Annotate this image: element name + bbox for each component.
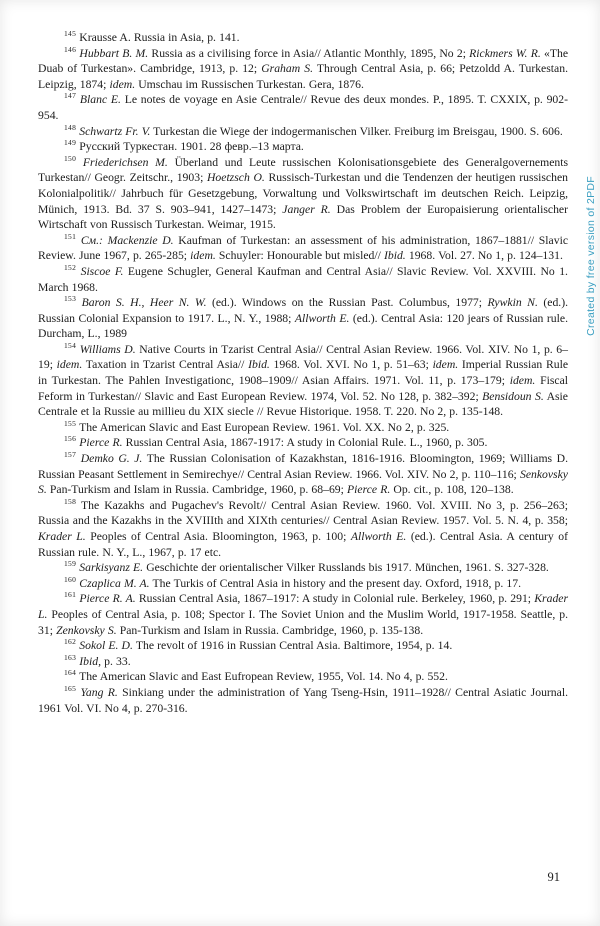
footnote-text: The Kazakhs and Pugachev's Revolt// Central Asian Review. 1960. Vol. XVIII. No 3, p. 256–263; Russia and the Kazakhs in the XVIIIth and XIXth centuries// Central Asian Review. 1957. Vol. 5. N. 4, p. 358; [38, 498, 568, 528]
footnote-text: The Turkis of Central Asia in history and the present day. Oxford, 1918, p. 17. [149, 576, 522, 590]
footnote-text: The American Slavic and East European Review. 1961. Vol. XX. No 2, p. 325. [79, 420, 450, 434]
footnote-number: 157 [64, 450, 77, 460]
footnote-text: The Russian Colonisation of Kazakhstan, 1816-1916. Bloomington, 1969; Williams D. Russian Peasant Settlement in Semirechye// Central Asian Review. 1966. Vol. XIV. No 2, p. 110–116; [38, 452, 568, 481]
footnote-text-italic: Hoetzsch O. [206, 171, 265, 185]
footnote-text-italic: Blanc E. [79, 93, 121, 107]
footnote-text-italic: Krader L. [38, 592, 569, 621]
footnote-text: The revolt of 1916 in Russian Central Asia. Baltimore, 1954, p. 14. [132, 639, 453, 653]
footnote-number: 150 [64, 153, 77, 163]
footnote-number: 146 [64, 44, 77, 54]
footnote [38, 591, 568, 638]
footnote-number: 160 [64, 574, 77, 584]
footnote [38, 30, 568, 46]
footnote-text: Peoples of Central Asia, p. 108; Spector I. The Soviet Union and the Muslim World, 1917-1958. Seattle, p. 31; [38, 607, 568, 637]
footnote [38, 576, 568, 592]
footnote-text-italic: Bensidoun S. [482, 389, 544, 403]
footnote [38, 139, 568, 155]
footnote-text-italic: Mackenzie D. [107, 233, 174, 247]
footnote-text-italic: Zenkovsky S. [56, 623, 117, 637]
footnote-text: The American Slavic and East Eufropean Review, 1955, Vol. 14. No 4, p. 552. [79, 670, 448, 684]
footnote-text-italic: Allworth E. [350, 530, 407, 543]
page-number: 91 [547, 870, 560, 884]
footnote-text-italic: Ibid. [383, 249, 406, 263]
footnote-text: (ed.). Windows on the Russian Past. Columbus, 1977; [206, 296, 488, 310]
footnote-text-italic: Ibid, [79, 654, 102, 668]
footnote [38, 124, 568, 140]
footnote-text: Russisch-Turkestan und die Tendenzen der heutigen russischen Kolonialpolitik// Jahrbuch für Gesetzgebung, Vorwaltung und Volkswirtschaft im deutschen Reich. Leipzig, Münich, 1913. Bd. 37 S. 903–941, 1427–1473; [38, 171, 568, 216]
footnote-text: Krausse A. Russia in Asia, p. 141. [79, 31, 240, 44]
footnote-number: 162 [64, 637, 77, 647]
footnote [38, 685, 568, 716]
footnote-text-italic: Friederichsen M. [82, 155, 168, 169]
footnote-number: 155 [64, 418, 77, 428]
footnote-text-italic: Sokol E. D. [79, 639, 133, 653]
footnote-text-italic: idem. [509, 374, 536, 388]
footnote-text: Das Problem der Europaisierung orientalischer Wirtschaft von Russisch Turkestan. Weimar, 1915. [38, 202, 568, 232]
footnote-text: Fiscal Feform in Turkestan// Slavic and East European Review. 1974, Vol. 52. No 128, p. 382–392; [38, 374, 569, 403]
footnote-text-italic: Williams D. [79, 342, 136, 356]
footnote-text: «The Duab of Turkestan». Cambridge, 1913, p. 12; [38, 46, 569, 76]
footnote-text-italic: Schwartz Fr. V. [79, 124, 151, 138]
footnote-text-italic: Sarkisyanz E. [79, 561, 144, 575]
footnote-number: 161 [64, 590, 77, 600]
footnote-text: (ed.). Russian Colonial Expansion to 1917. L., N. Y., 1988; [38, 296, 569, 325]
footnote-number: 148 [64, 122, 77, 132]
footnote-text: Peoples of Central Asia. Bloomington, 1963, p. 100; [85, 530, 351, 543]
footnote-number: 159 [64, 559, 77, 569]
footnote-text-italic: idem. [109, 77, 136, 91]
footnote-number: 164 [64, 668, 77, 678]
footnote-number: 153 [64, 294, 77, 304]
footnote-number: 152 [64, 263, 77, 273]
footnote-text: Russian Central Asia, 1867-1917: A study in Colonial Rule. L., 1960, p. 305. [122, 436, 488, 450]
footnote [38, 295, 568, 342]
footnote [38, 435, 568, 451]
footnote-number: 156 [64, 434, 77, 444]
footnote-text: Geschichte der orientalischer Vilker Russlands bis 1917. München, 1961. S. 327-328. [143, 561, 549, 575]
footnote-number: 165 [64, 684, 77, 694]
footnote [38, 560, 568, 576]
footnote-text: Taxation in Tzarist Central Asia// [82, 358, 249, 372]
footnote-number: 147 [64, 91, 77, 101]
footnote [38, 420, 568, 436]
footnote-text: p. 33. [101, 654, 131, 668]
footnote-text-italic: idem. [190, 249, 216, 263]
footnote-number: 145 [64, 29, 77, 39]
footnote-text-italic: Janger R. [282, 202, 331, 216]
footnote-text: Русский Туркестан. 1901. 28 февр.–13 марта. [79, 140, 304, 154]
footnote-text: Schuyler: Honourable but misled// [215, 249, 384, 263]
footnote-number: 158 [64, 496, 77, 506]
footnote-text: Le notes de voyage en Asie Centrale// Revue des deux mondes. P., 1895. T. CXXIX, p. 902-954. [38, 93, 569, 122]
footnote-text: Überland und Leute russischen Kolonisationsgebiete des Generalgovernements Turkestan// Geogr. Zeitschr., 1903; [38, 155, 569, 185]
footnote-text-italic: Allworth E. [294, 311, 350, 325]
footnote-text-italic: Ibid. [248, 358, 270, 372]
footnote [38, 451, 568, 498]
footnote-text-italic: Pierce R. A. [79, 592, 136, 606]
footnote-number: 154 [64, 340, 77, 350]
footnote-text-italic: Demko G. J. [80, 452, 143, 466]
footnote-text: Eugene Schugler, General Kaufman and Central Asia// Slavic Review. Vol. XXVIII. No 1. March 1968. [38, 264, 568, 294]
footnotes [38, 30, 568, 716]
footnote-text: Imperial Russian Rule in Turkestan. The Pahlen Investigationc, 1908–1909// Asian Affairs. 1971. Vol. 11, p. 173–179; [38, 358, 569, 388]
footnote [38, 342, 568, 420]
footnote-text: Pan-Turkism and Islam in Russia. Cambridge, 1960, p. 135-138. [116, 623, 424, 637]
footnote-text: Russia as a civilising force in Asia// Atlantic Monthly, 1895, No 2; [148, 46, 470, 60]
footnote-text-italic: Graham S. [261, 62, 314, 76]
footnote [38, 638, 568, 654]
watermark: Created by free version of 2PDF [585, 176, 597, 336]
footnote-text: Russian Central Asia, 1867–1917: A study in Colonial rule. Berkeley, 1960, p. 291; [135, 592, 535, 606]
footnote-text-italic: Rywkin N. [487, 296, 538, 310]
footnote [38, 264, 568, 295]
footnote-text: (ed.). Central Asia. A century of Russian rule. N. Y., L., 1967, p. 17 etc. [38, 530, 569, 559]
footnote [38, 654, 568, 670]
footnote [38, 498, 568, 560]
footnote-text: Native Courts in Tzarist Central Asia// Central Asian Review. 1966. Vol. XIV. No 1, p. 6–19; [38, 342, 568, 372]
footnote-text: 1968. Vol. XVI. No 1, p. 51–63; [269, 358, 433, 372]
footnote-text-italic: Pierce R. [347, 483, 391, 497]
footnote-text: Umschau im Russischen Turkestan. Gera, 1876. [135, 77, 364, 91]
footnote-text: 1968. Vol. 27. No 1, p. 124–131. [405, 249, 563, 263]
footnote-text-italic: Czaplica M. A. [79, 576, 150, 590]
footnote-text: Sinkiang under the administration of Yang Tseng-Hsin, 1911–1928// Central Asiatic Journal. 1961 Vol. VI. No 4, p. 270-316. [38, 685, 569, 715]
footnote [38, 669, 568, 685]
footnote-text-italic: Senkovsky S. [38, 467, 568, 497]
footnote-text-italic: Baron S. H., Heer N. W. [81, 296, 207, 310]
footnote-text-italic: Yang R. [80, 685, 118, 699]
footnote-text: Pan-Turkism and Islam in Russia. Cambridge, 1960, p. 68–69; [46, 483, 348, 497]
footnote-text: Asie Centrale et la Russie au millieu du XIX siecle // Revue Historique. 1958. T. 220. No 2, p. 135-148. [38, 389, 568, 419]
footnote-text-italic: См.: [80, 233, 108, 247]
footnote-text: Op. cit., p. 108, 120–138. [390, 483, 514, 497]
footnote-text-italic: idem. [56, 358, 83, 372]
footnote-text-italic: Pierce R. [79, 436, 123, 450]
footnote-text-italic: Krader L. [38, 530, 86, 543]
footnote-text: (ed.). Central Asia: 120 jears of Russian rule. Durcham, L., 1989 [38, 311, 568, 341]
footnote-text: Through Central Asia, p. 66; Petzoldd A. Turkestan. Leipzig, 1874; [38, 62, 568, 91]
footnote-text-italic: Siscoe F. [80, 264, 124, 278]
footnote-text: Kaufman of Turkestan: an assessment of his administration, 1867–1881// Slavic Review. June 1967, p. 265-285; [38, 233, 569, 263]
footnote-text-italic: idem. [432, 358, 459, 372]
footnote-number: 149 [64, 138, 77, 148]
footnote-text-italic: Hubbart B. M. [79, 46, 149, 60]
footnote [38, 155, 568, 233]
footnote-text-italic: Rickmers W. R. [469, 46, 541, 60]
footnote [38, 92, 568, 123]
footnote-number: 151 [64, 231, 77, 241]
footnote-number: 163 [64, 652, 77, 662]
footnote-text: Turkestan die Wiege der indogermanischen Vilker. Freiburg im Breisgau, 1900. S. 606. [150, 124, 563, 138]
footnote [38, 46, 568, 93]
footnote [38, 233, 568, 264]
